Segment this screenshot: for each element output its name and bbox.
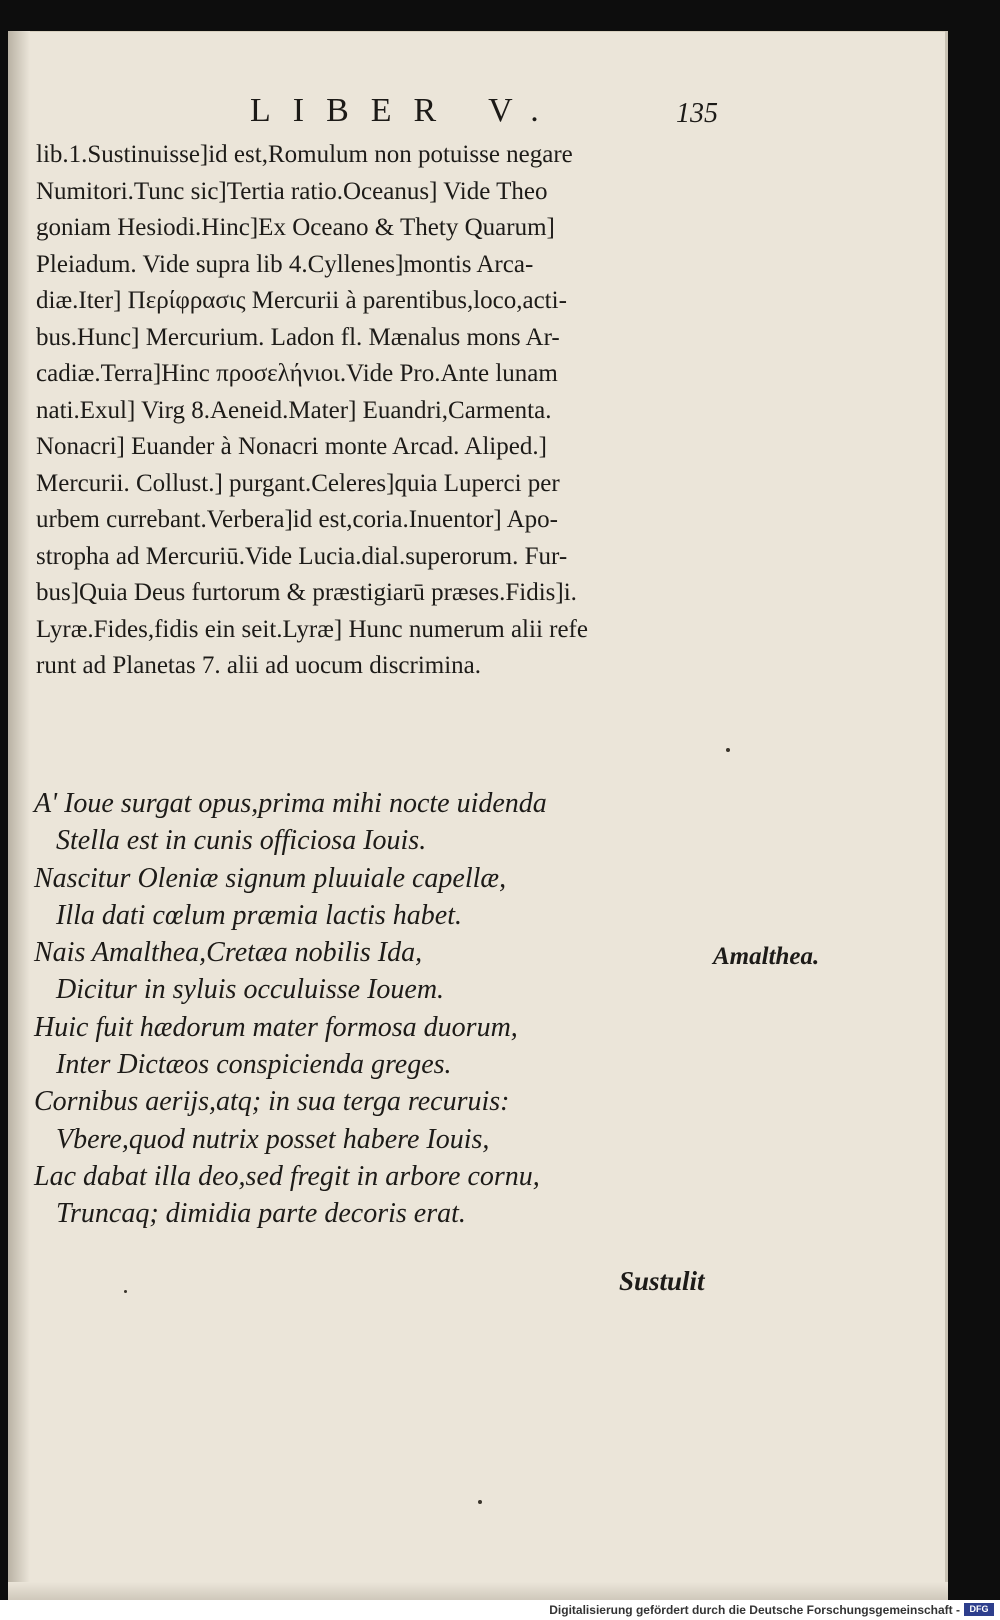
marginal-note: Amalthea. — [713, 943, 820, 970]
verse-line: Illa dati cœlum præmia lactis habet. — [56, 899, 462, 931]
commentary-line: Pleiadum. Vide supra lib 4.Cyllenes]montis Arca- — [36, 250, 534, 278]
page-gutter-shadow — [8, 31, 30, 1600]
ink-speck — [124, 1290, 127, 1293]
verse-line: Dicitur in syluis occuluisse Iouem. — [56, 974, 445, 1006]
verse-line: Lac dabat illa deo,sed fregit in arbore cornu, — [34, 1160, 540, 1192]
commentary-line: Nonacri] Euander à Nonacri monte Arcad. Aliped.] — [36, 433, 547, 460]
verse-block — [34, 785, 594, 1233]
commentary-line: diæ.Iter] Περίφρασις Mercurii à parentibus,loco,acti- — [36, 287, 567, 314]
commentary-line: bus]Quia Deus furtorum & præstigiarū præses.Fidis]i. — [36, 579, 577, 606]
verse-line: Vbere,quod nutrix posset habere Iouis, — [56, 1123, 490, 1155]
commentary-line: cadiæ.Terra]Hinc προσελήνιοι.Vide Pro.Ante lunam — [36, 360, 558, 387]
page-bottom-shadow — [8, 1582, 948, 1600]
verse-line: Nais Amalthea,Cretæa nobilis Ida, — [34, 937, 423, 969]
verse-line: A' Ioue surgat opus,prima mihi nocte uidenda — [34, 788, 547, 819]
ink-speck — [478, 1500, 482, 1504]
verse-line: Huic fuit hædorum mater formosa duorum, — [34, 1011, 518, 1043]
commentary-line: bus.Hunc] Mercurium. Ladon fl. Mænalus mons Ar- — [36, 323, 560, 351]
ink-speck — [726, 748, 730, 752]
catchword: Sustulit — [619, 1266, 705, 1296]
verse-line: Inter Dictæos conspicienda greges. — [56, 1049, 452, 1081]
commentary-line: nati.Exul] Virg 8.Aeneid.Mater] Euandri,Carmenta. — [36, 396, 552, 424]
commentary-line: stropha ad Mercuriū.Vide Lucia.dial.superorum. Fur- — [36, 542, 568, 570]
footer-credit: Digitalisierung gefördert durch die Deutsche Forschungsgemeinschaft - — [549, 1603, 960, 1617]
running-head: LIBER V. — [250, 92, 561, 129]
verse-line: Cornibus aerijs,atq; in sua terga recuruis: — [34, 1086, 510, 1118]
commentary-line: Lyræ.Fides,fidis ein seit.Lyræ] Hunc numerum alii refe — [36, 615, 588, 643]
verse-line: Nascitur Oleniæ signum pluuiale capellæ, — [34, 862, 507, 894]
commentary-line: goniam Hesiodi.Hinc]Ex Oceano & Thety Quarum] — [36, 214, 555, 241]
page-edge — [945, 31, 948, 1600]
verse-line: Truncaq; dimidia parte decoris erat. — [56, 1198, 466, 1230]
commentary-line: urbem currebant.Verbera]id est,coria.Inuentor] Apo- — [36, 506, 558, 533]
commentary-line: lib.1.Sustinuisse]id est,Romulum non potuisse negare — [36, 141, 573, 168]
commentary-line: Mercurii. Collust.] purgant.Celeres]quia Luperci per — [36, 469, 560, 497]
dfg-logo: DFG — [964, 1603, 994, 1616]
footer-bar — [0, 1600, 1000, 1620]
commentary-block — [36, 137, 736, 685]
verse-line: Stella est in cunis officiosa Iouis. — [56, 825, 427, 857]
commentary-line: runt ad Planetas 7. alii ad uocum discrimina. — [36, 652, 482, 679]
commentary-line: Numitori.Tunc sic]Tertia ratio.Oceanus] Vide Theo — [36, 177, 548, 205]
page-number: 135 — [676, 98, 718, 129]
